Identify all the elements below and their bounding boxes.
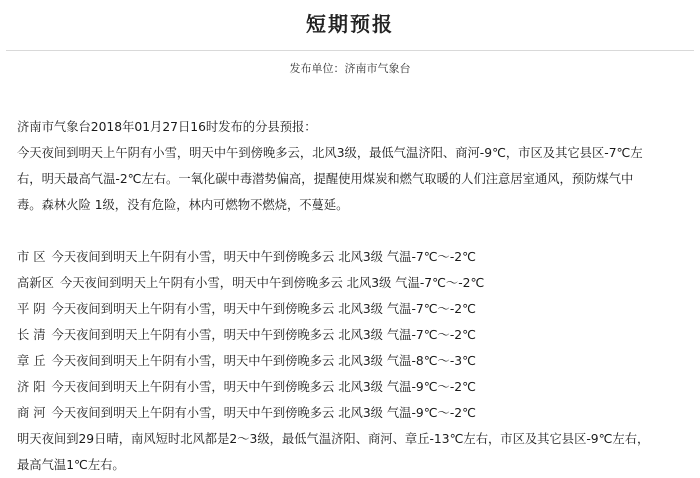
district-name: 章 丘 <box>17 354 46 368</box>
district-forecast-row <box>17 296 693 322</box>
page-title: 短期预报 <box>306 12 394 36</box>
district-forecast-text: 今天夜间到明天上午阴有小雪，明天中午到傍晚多云 北风3级 气温-9℃～-2℃ <box>51 380 476 394</box>
forecast-content <box>17 114 693 478</box>
intro-body: 今天夜间到明天上午阴有小雪，明天中午到傍晚多云，北风3级，最低气温济阳、商河-9℃，市区及其它县区-7℃左右，明天最高气温-2℃左右。一氧化碳中毒潜势偏高，提醒使用煤炭和燃气取暖的人们注意居室通风，预防煤气中毒。森林火险 1级，没有危险，林内可燃物不燃烧，不蔓延。 <box>17 146 643 212</box>
intro-heading: 济南市气象台2018年01月27日16时发布的分县预报： <box>17 120 317 134</box>
district-forecast-text: 今天夜间到明天上午阴有小雪，明天中午到傍晚多云 北风3级 气温-7℃～-2℃ <box>51 328 476 342</box>
district-forecast-text: 今天夜间到明天上午阴有小雪，明天中午到傍晚多云 北风3级 气温-7℃～-2℃ <box>51 250 476 264</box>
district-forecast-row <box>17 348 693 374</box>
district-forecast-text: 今天夜间到明天上午阴有小雪，明天中午到傍晚多云 北风3级 气温-7℃～-2℃ <box>59 276 485 290</box>
publisher-info: 发布单位：济南市气象台 <box>289 62 411 75</box>
district-forecast-row <box>17 270 693 296</box>
district-name: 市 区 <box>17 250 46 264</box>
district-forecast-row <box>17 322 693 348</box>
district-name: 长 清 <box>17 328 46 342</box>
district-forecast-row <box>17 374 693 400</box>
section-spacer <box>17 218 693 244</box>
district-name: 济 阳 <box>17 380 46 394</box>
district-forecast-text: 今天夜间到明天上午阴有小雪，明天中午到傍晚多云 北风3级 气温-9℃～-2℃ <box>51 406 476 420</box>
district-forecast-text: 今天夜间到明天上午阴有小雪，明天中午到傍晚多云 北风3级 气温-8℃～-3℃ <box>51 354 476 368</box>
district-forecast-row <box>17 400 693 426</box>
outlook-text: 明天夜间到29日晴，南风短时北风都是2～3级，最低气温济阳、商河、章丘-13℃左右，市区及其它县区-9℃左右，最高气温1℃左右。 <box>17 432 650 472</box>
district-name: 高新区 <box>17 276 54 290</box>
title-divider <box>6 50 694 51</box>
district-forecast-row <box>17 244 693 270</box>
district-name: 平 阴 <box>17 302 46 316</box>
district-forecast-text: 今天夜间到明天上午阴有小雪，明天中午到傍晚多云 北风3级 气温-7℃～-2℃ <box>51 302 476 316</box>
district-name: 商 河 <box>17 406 46 420</box>
